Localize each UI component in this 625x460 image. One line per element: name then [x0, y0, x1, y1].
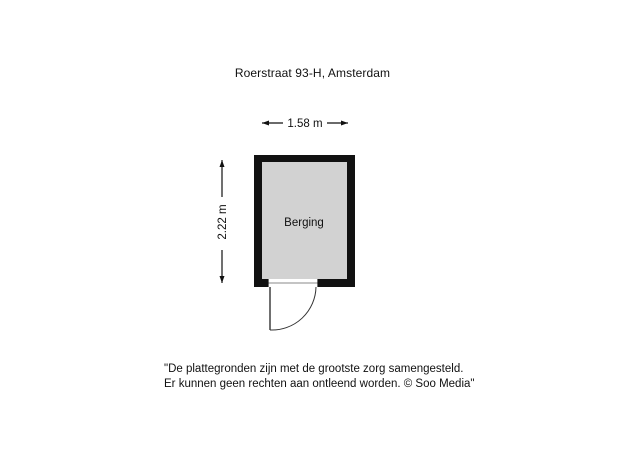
door-swing-arc: [270, 287, 316, 330]
room-label: Berging: [284, 217, 324, 229]
room-berging: [254, 155, 355, 287]
width-dimension-label: 1.58 m: [287, 118, 323, 130]
disclaimer-line-1: "De plattegronden zijn met de grootste zorg samengesteld.: [164, 363, 464, 375]
width-dimension: [262, 118, 348, 130]
height-dimension-label: 2.22 m: [217, 204, 229, 240]
height-dimension: [217, 160, 229, 283]
disclaimer-line-2: Er kunnen geen rechten aan ontleend worden. © Soo Media": [164, 378, 475, 390]
disclaimer: [164, 362, 475, 392]
address-title: Roerstraat 93-H, Amsterdam: [234, 66, 391, 80]
door: [268, 279, 318, 330]
